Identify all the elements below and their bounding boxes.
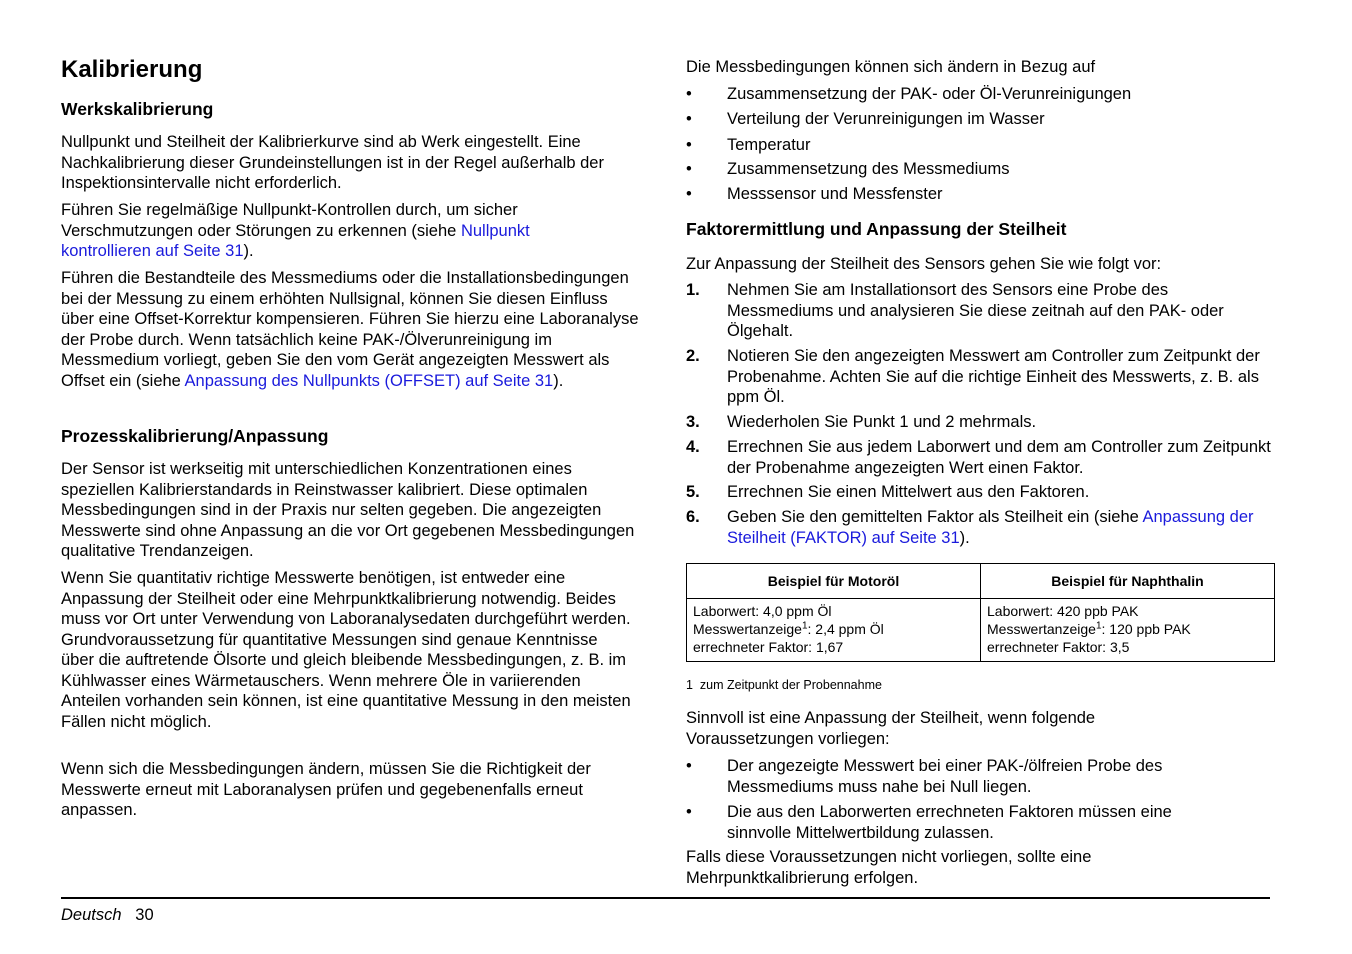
- paragraph-text: Führen die Bestandteile des Messmediums oder die Installationsbedingungen bei der Messung zu einem erhöhten Nullsignal, können Sie diesen Einfluss über eine Offset-Korrektur kompensieren. Führen Sie hierzu eine Laboranalyse der Probe durch. Wenn tatsächlich keine PAK-/Ölverunreinigung im Messmedium vorliegt, geben Sie den vom Gerät angezeigten Messwert als Offset ein (siehe: [61, 269, 639, 390]
- step-text: Nehmen Sie am Installationsort des Sensors eine Probe des Messmediums und analysieren Sie diese zeitnah auf den PAK- oder Ölgehalt.: [727, 281, 1224, 340]
- heading-faktorermittlung: Faktorermittlung und Anpassung der Steilheit: [686, 219, 1067, 239]
- footer-rule: [61, 897, 1270, 899]
- bullet-icon: •: [686, 757, 692, 775]
- cell-text: Messwertanzeige: [693, 621, 802, 637]
- step-text: Errechnen Sie einen Mittelwert aus den Faktoren.: [727, 483, 1090, 501]
- step-text: Errechnen Sie aus jedem Laborwert und dem am Controller zum Zeitpunkt der Probenahme angezeigten Wert einen Faktor.: [727, 438, 1271, 477]
- step-text: [727, 507, 1272, 548]
- page-title: Kalibrierung: [61, 56, 203, 83]
- paragraph-nullpunkt-kontrollen: [61, 200, 601, 262]
- step-text: Notieren Sie den angezeigten Messwert am Controller zum Zeitpunkt der Probenahme. Achten Sie auf die richtige Einheit des Messwerts, z. B. als ppm Öl.: [727, 347, 1260, 406]
- paragraph-messbedingungen-aendern: Wenn sich die Messbedingungen ändern, müssen Sie die Richtigkeit der Messwerte erneut mit Laboranalysen prüfen und gegebenenfalls erneut anpassen.: [61, 760, 591, 819]
- step-text: Wiederholen Sie Punkt 1 und 2 mehrmals.: [727, 413, 1037, 431]
- page-footer: [61, 905, 154, 925]
- paragraph-messbedingungen-intro: Die Messbedingungen können sich ändern in Bezug auf: [686, 58, 1096, 76]
- paragraph-sinnvoll: Sinnvoll ist eine Anpassung der Steilheit, wenn folgende Voraussetzungen vorliegen:: [686, 709, 1096, 748]
- list-item-text: Zusammensetzung der PAK- oder Öl-Verunreinigungen: [727, 85, 1132, 103]
- paragraph-steps-intro: Zur Anpassung der Steilheit des Sensors gehen Sie wie folgt vor:: [686, 255, 1162, 273]
- table-header-motoroel: Beispiel für Motoröl: [687, 564, 981, 599]
- paragraph-text: Führen Sie regelmäßige Nullpunkt-Kontrollen durch, um sicher Verschmutzungen oder Störungen zu erkennen (siehe: [61, 201, 518, 240]
- step-number: 3.: [686, 413, 700, 431]
- paragraph-quantitativ: Wenn Sie quantitativ richtige Messwerte benötigen, ist entweder eine Anpassung der Steilheit oder eine Mehrpunktkalibrierung notwendig. Beides muss vor Ort unter Verwendung von Laboranalysedaten durchgeführt werden. Grundvoraussetzung für quantitative Messungen sind genaue Kenntnisse über die auftretende Ölsorte und gleich bleibende Messbedingungen, z. B. im Kühlwasser eines Wärmetauschers. Wenn mehrere Öle in variierenden Anteilen vorhanden sein können, ist eine quantitative Messung in den meisten Fällen nicht möglich.: [61, 569, 631, 731]
- example-table: [686, 563, 1275, 662]
- link-nullpunkt-kontrollieren[interactable]: Nullpunkt kontrollieren auf Seite 31: [61, 221, 530, 260]
- bullet-icon: •: [686, 110, 692, 128]
- cell-text: : 2,4 ppm Öl: [807, 621, 884, 637]
- bullet-icon: •: [686, 185, 692, 203]
- step-number: 2.: [686, 347, 700, 365]
- cell-faktor: errechneter Faktor: 3,5: [987, 639, 1130, 655]
- footnote-ref: 1: [1095, 620, 1102, 632]
- link-anpassung-nullpunkt[interactable]: Anpassung des Nullpunkts (OFFSET) auf Seite 31: [184, 371, 554, 390]
- bullet-icon: •: [686, 136, 692, 154]
- heading-werkskalibrierung: Werkskalibrierung: [61, 99, 214, 119]
- paragraph-werkskalibrierung: Nullpunkt und Steilheit der Kalibrierkurve sind ab Werk eingestellt. Eine Nachkalibrierung dieser Grundeinstellungen ist in der Regel außerhalb der Inspektionsintervalle nicht erforderlich.: [61, 133, 604, 192]
- paragraph-text: ).: [243, 242, 254, 260]
- bullet-icon: •: [686, 803, 692, 821]
- bullet-icon: •: [686, 160, 692, 178]
- page-number: 30: [135, 906, 154, 924]
- list-item-text: Die aus den Laborwerten errechneten Faktoren müssen eine sinnvolle Mittelwertbildung zulassen.: [727, 803, 1172, 842]
- cell-faktor: errechneter Faktor: 1,67: [693, 639, 844, 655]
- cell-messwertanzeige: [693, 620, 974, 638]
- footnote: [686, 677, 882, 693]
- footnote-ref: 1: [801, 620, 808, 632]
- cell-messwertanzeige: [987, 620, 1268, 638]
- step-number: 1.: [686, 281, 700, 299]
- cell-laborwert: Laborwert: 420 ppb PAK: [987, 603, 1139, 619]
- paragraph-text: ).: [553, 371, 564, 390]
- table-cell-naphthalin: [981, 599, 1275, 662]
- table-cell-motoroel: [687, 599, 981, 662]
- list-item-text: Verteilung der Verunreinigungen im Wasser: [727, 110, 1045, 128]
- paragraph-falls: Falls diese Voraussetzungen nicht vorliegen, sollte eine Mehrpunktkalibrierung erfolgen.: [686, 848, 1092, 887]
- footnote-number: 1: [686, 678, 693, 692]
- paragraph-sensor-werkseitig: Der Sensor ist werkseitig mit unterschiedlichen Konzentrationen eines speziellen Kalibrierstandards in Reinstwasser kalibriert. Diese optimalen Messbedingungen sind in der Praxis nur selten gegeben. Die angezeigten Messwerte sind ohne Anpassung an die vor Ort gegebenen Messbedingungen qualitative Trendanzeigen.: [61, 460, 635, 560]
- link-anpassung-steilheit[interactable]: Anpassung der Steilheit (FAKTOR) auf Seite 31: [727, 508, 1254, 547]
- step-text-part: Geben Sie den gemittelten Faktor als Steilheit ein (siehe: [727, 508, 1143, 526]
- cell-text: Messwertanzeige: [987, 621, 1096, 637]
- list-item-text: Messsensor und Messfenster: [727, 185, 943, 203]
- paragraph-offset-korrektur: [61, 268, 643, 391]
- footer-language: Deutsch: [61, 906, 122, 924]
- step-number: 5.: [686, 483, 700, 501]
- step-number: 6.: [686, 508, 700, 526]
- table-row: [687, 599, 1275, 662]
- cell-laborwert: Laborwert: 4,0 ppm Öl: [693, 603, 832, 619]
- step-text-part: ).: [959, 528, 970, 547]
- list-item-text: Zusammensetzung des Messmediums: [727, 160, 1010, 178]
- cell-text: : 120 ppb PAK: [1101, 621, 1191, 637]
- table-header-naphthalin: Beispiel für Naphthalin: [981, 564, 1275, 599]
- list-item-text: Temperatur: [727, 136, 811, 154]
- bullet-icon: •: [686, 85, 692, 103]
- heading-prozesskalibrierung: Prozesskalibrierung/Anpassung: [61, 426, 329, 446]
- table-header-row: [687, 564, 1275, 599]
- footnote-text: zum Zeitpunkt der Probennahme: [699, 678, 882, 692]
- step-number: 4.: [686, 438, 700, 456]
- list-item-text: Der angezeigte Messwert bei einer PAK-/ölfreien Probe des Messmediums muss nahe bei Null liegen.: [727, 757, 1163, 796]
